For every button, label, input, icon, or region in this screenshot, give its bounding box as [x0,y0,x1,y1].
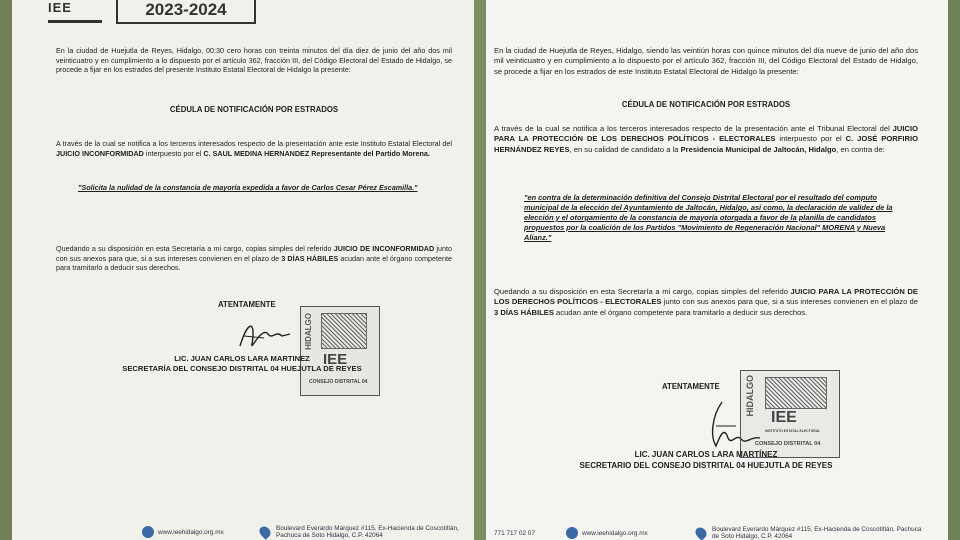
footer-website: www.ieehidalgo.org.mx [582,530,648,537]
background-edge-left [0,0,12,540]
signer-name: LIC. JUAN CARLOS LARA MARTÍNEZ [634,450,778,459]
signer-name: LIC. JUAN CARLOS LARA MARTINEZ [174,354,310,363]
closing-paragraph [56,244,452,273]
signer-block [92,354,392,374]
stamp-hidalgo-text: HIDALGO [304,313,313,350]
intro-paragraph: En la ciudad de Huejutla de Reyes, Hidalgo, siendo las veintiún horas con quince minutos del día nueve de junio del año dos mil veinticuatro y en cumplimiento a lo dispuesto por el artículo 362, fracción III, del Código Electoral del Estado de Hidalgo, se procede a fijar en los estrados de este Instituto Estatal Electoral de Hidalgo la presente: [494,46,918,76]
footer-address: Boulevard Everardo Márquez #115, Ex-Hacienda de Coscotitlán, Pachuca de Soto Hidalgo, C.P. 42064 [712,526,922,540]
body-text-2: interpuesto por el [145,148,202,158]
body-paragraph [494,124,918,155]
footer-phone: 771 717 02 07 [494,530,535,537]
globe-icon [142,526,154,538]
atentamente-label: ATENTAMENTE [662,382,720,391]
closing-bold-2: 3 DÍAS HÁBILES [281,253,339,263]
background-edge-right [948,0,960,540]
closing-text-1: Quedando a su disposición en esta Secretaría a mi cargo, copias simples del referido [494,287,788,296]
stamp-hidalgo-text: HIDALGO [745,375,755,417]
footer-address: Boulevard Everardo Márquez #115, Ex-Hacienda de Coscotitlán, Pachuca de Soto Hidalgo, C.P. 42064 [276,525,459,539]
official-stamp [740,370,840,458]
closing-bold-1: JUICIO DE INCONFORMIDAD [333,244,435,253]
body-paragraph [56,139,452,158]
body-bold-2: C. SAUL MEDINA HERNANDEZ Representante del Partido Morena. [203,148,430,158]
official-stamp [300,306,380,396]
closing-text-3: acudan ante el órgano competente para tramitarlo a deducir sus derechos. [56,253,453,273]
body-text-1: A través de la cual se notifica a los terceros interesados respecto de la presentación ante el Tribunal Electoral del [494,124,890,133]
stamp-iee-text: IEE [771,409,797,426]
document-right [486,0,948,540]
document-left [12,0,474,540]
body-text-2: interpuesto por el [779,134,842,144]
signer-block [536,449,876,471]
closing-text-2: junto con sus anexos para que, si a sus intereses convienen en el plazo de [56,244,452,263]
stamp-emblem [321,313,367,349]
background-divider [474,0,486,540]
intro-paragraph: En la ciudad de Huejutla de Reyes, Hidalgo, 00:30 cero horas con treinta minutos del día diez de junio del año dos mil veinticuatro y en cumplimiento a lo dispuesto por el artículo 362, fracción III, del Código Electoral del Estado de Hidalgo, se procede a fijar en los estrados del presente Instituto Estatal Electoral de Hidalgo la presente: [56,46,452,75]
signer-role: SECRETARIO DEL CONSEJO DISTRITAL 04 HUEJUTLA DE REYES [579,461,833,470]
document-title: CÉDULA DE NOTIFICACIÓN POR ESTRADOS [169,105,339,114]
closing-text-1: Quedando a su disposición en esta Secretaría a mi cargo, copias simples del referido [56,244,332,253]
body-text-1: A través de la cual se notifica a los terceros interesados respecto de la presentación ante este Instituto Estatal Electoral del [56,139,452,148]
signature [234,316,294,356]
signer-role: SECRETARÍA DEL CONSEJO DISTRITAL 04 HUEJUTLA DE REYES [122,364,362,373]
stamp-institute-text: INSTITUTO ESTATAL ELECTORAL [765,429,821,433]
closing-paragraph [494,287,918,318]
closing-bold-2: 3 DÍAS HÁBILES [494,307,554,317]
body-bold-1: JUICIO INCONFORMIDAD [56,148,144,158]
stamp-consejo-text: CONSEJO DISTRITAL 04 [755,441,821,447]
header-year: 2023-2024 [116,0,256,24]
body-bold-3: Presidencia Municipal de Jaltocán, Hidalgo [680,144,837,154]
globe-icon [566,527,578,539]
atentamente-label: ATENTAMENTE [218,300,276,309]
document-title: CÉDULA DE NOTIFICACIÓN POR ESTRADOS [621,100,791,109]
body-bold-1: JUICIO PARA LA PROTECCIÓN DE LOS DERECHOS POLÍTICOS - ELECTORALES [494,124,918,144]
stamp-consejo-text: CONSEJO DISTRITAL 04 [309,379,368,385]
stamp-iee-text: IEE [323,351,348,368]
closing-text-2: junto con sus anexos para que, si a sus intereses convienen en el plazo de [663,297,918,307]
closing-bold-1: JUICIO PARA LA PROTECCIÓN DE LOS DERECHOS POLÍTICOS - ELECTORALES [494,287,918,307]
closing-text-3: acudan ante el órgano competente para tramitarlo a deducir sus derechos. [556,307,808,317]
body-bold-2: C. JOSÉ PORFIRIO HERNÁNDEZ REYES [494,134,918,154]
body-text-4: , en contra de: [836,144,885,154]
footer-website: www.ieehidalgo.org.mx [158,529,224,536]
location-pin-icon [257,524,273,540]
stamp-emblem [765,377,827,409]
location-pin-icon [693,525,709,540]
body-text-3: , en su calidad de candidato a la [569,144,679,154]
quoted-claim: "en contra de la determinación definitiva del Consejo Distrital Electoral por el resultado del computo municipal de la elección del Ayuntamiento de Jaltocán, Hidalgo, así como, la declaración de validez de la elección y el otorgamiento de la constancia de mayoría otorgada a favor de la planilla de candidatos propuestos por la coalición de los Partidos "Movimiento de Regeneración Nacional" MORENA y Nueva Alianz." [524,193,893,242]
quoted-claim: "Solicita la nulidad de la constancia de mayoría expedida a favor de Carlos Cesar Pérez Escamilla." [78,183,418,192]
header-logo: IEE [48,0,102,23]
